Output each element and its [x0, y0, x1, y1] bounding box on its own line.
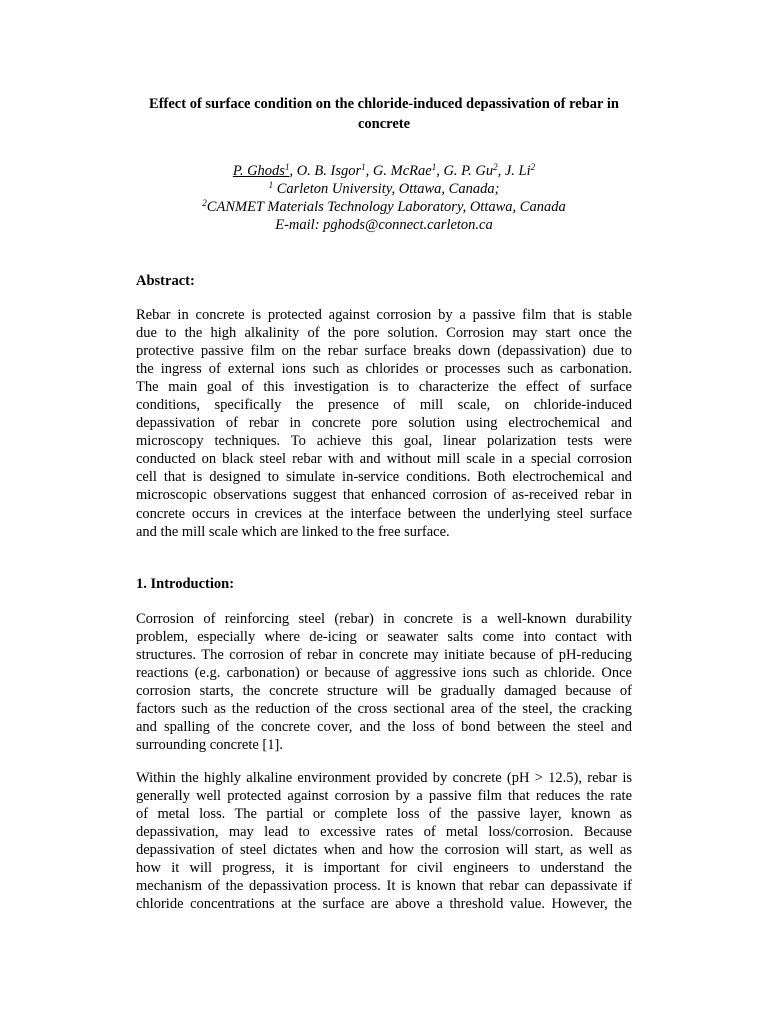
author-block	[110, 162, 658, 234]
intro-line: depassivation of steel dictates when and how the corrosion will start, as well as	[136, 842, 632, 859]
abstract-body	[136, 306, 632, 541]
abstract-line: depassivation of rebar in concrete pore solution using electrochemical and	[136, 415, 632, 432]
intro-line: generally well protected against corrosion by a passive film that reduces the rate	[136, 788, 632, 805]
intro-line: factors such as the reduction of the cross sectional area of the steel, the cracking	[136, 701, 632, 718]
intro-line: how it will progress, it is important for civil engineers to understand the	[136, 860, 632, 877]
intro-line: structures. The corrosion of rebar in concrete may initiate because of pH-reducing	[136, 647, 632, 664]
paper-title	[110, 94, 658, 134]
abstract-line: cell that is designed to simulate in-service conditions. Both electrochemical and	[136, 469, 632, 486]
author-name: G. McRae$^1$	[372, 162, 437, 179]
abstract-line: the ingress of external ions such as chlorides or processes such as carbonation.	[136, 361, 632, 378]
intro-paragraph-1	[136, 610, 632, 754]
abstract-line: concrete occurs in crevices at the interface between the underlying steel surface	[136, 505, 632, 522]
abstract-line: conditions, specifically the presence of mill scale, on chloride-induced	[136, 397, 632, 414]
author-name: J. Li$^2$	[504, 162, 536, 179]
intro-line: Corrosion of reinforcing steel (rebar) in concrete is a well-known durability	[136, 611, 632, 627]
abstract-line: The main goal of this investigation is to characterize the effect of surface	[136, 379, 632, 396]
intro-line: reactions (e.g. carbonation) or because of aggressive ions such as chloride. Once	[136, 665, 632, 682]
abstract-line: Rebar in concrete is protected against corrosion by a passive film that is stable	[136, 307, 632, 323]
title-line: concrete	[357, 116, 411, 132]
author-email: E-mail: pghods@connect.carleton.ca	[275, 217, 493, 233]
author-list: P. Ghods$^1$, O. B. Isgor$^1$, G. McRae$^1$, G. P. Gu$^2$, J. Li$^2$	[232, 162, 536, 179]
intro-line: surrounding concrete [1].	[136, 737, 283, 754]
intro-line: depassivation, may lead to excessive rates of metal loss/corrosion. Because	[136, 824, 632, 841]
intro-paragraph-2	[136, 769, 632, 913]
abstract-heading: Abstract:	[136, 273, 195, 289]
intro-line: and spalling of the concrete cover, and the loss of bond between the steel and	[136, 719, 632, 736]
abstract-line: protective passive film on the rebar surface breaks down (depassivation) due to	[136, 343, 632, 360]
abstract-line: microscopic observations suggest that enhanced corrosion of as-received rebar in	[136, 487, 632, 504]
affiliation-2: $^2$CANMET Materials Technology Laboratory, Ottawa, Canada	[202, 198, 566, 215]
intro-line: corrosion starts, the concrete structure will be gradually damaged because of	[136, 683, 632, 700]
abstract-line: due to the high alkalinity of the pore solution. Corrosion may start once the	[136, 325, 632, 342]
intro-line: of metal loss. The partial or complete loss of the passive layer, known as	[136, 806, 632, 823]
introduction-heading: 1. Introduction:	[136, 576, 235, 592]
author-name: G. P. Gu$^2$	[443, 162, 498, 179]
abstract-line: and the mill scale which are linked to the free surface.	[136, 523, 450, 540]
intro-line: Within the highly alkaline environment provided by concrete (pH > 12.5), rebar is	[136, 770, 632, 786]
author-name: O. B. Isgor$^1$	[296, 162, 366, 179]
author-name: P. Ghods$^1$	[232, 162, 290, 179]
abstract-line: conducted on black steel rebar with and without mill scale in a special corrosion	[136, 451, 632, 468]
intro-line: problem, especially where de-icing or seawater salts come into contact with	[136, 629, 632, 646]
intro-line: chloride concentrations at the surface are above a threshold value. However, the	[136, 896, 632, 913]
abstract-line: microscopy techniques. To achieve this goal, linear polarization tests were	[136, 433, 632, 450]
intro-line: mechanism of the depassivation process. It is known that rebar can depassivate if	[136, 878, 632, 895]
affiliation-1: $^1$ Carleton University, Ottawa, Canada;	[268, 180, 500, 197]
title-line: Effect of surface condition on the chloride-induced depassivation of rebar in	[149, 96, 619, 112]
